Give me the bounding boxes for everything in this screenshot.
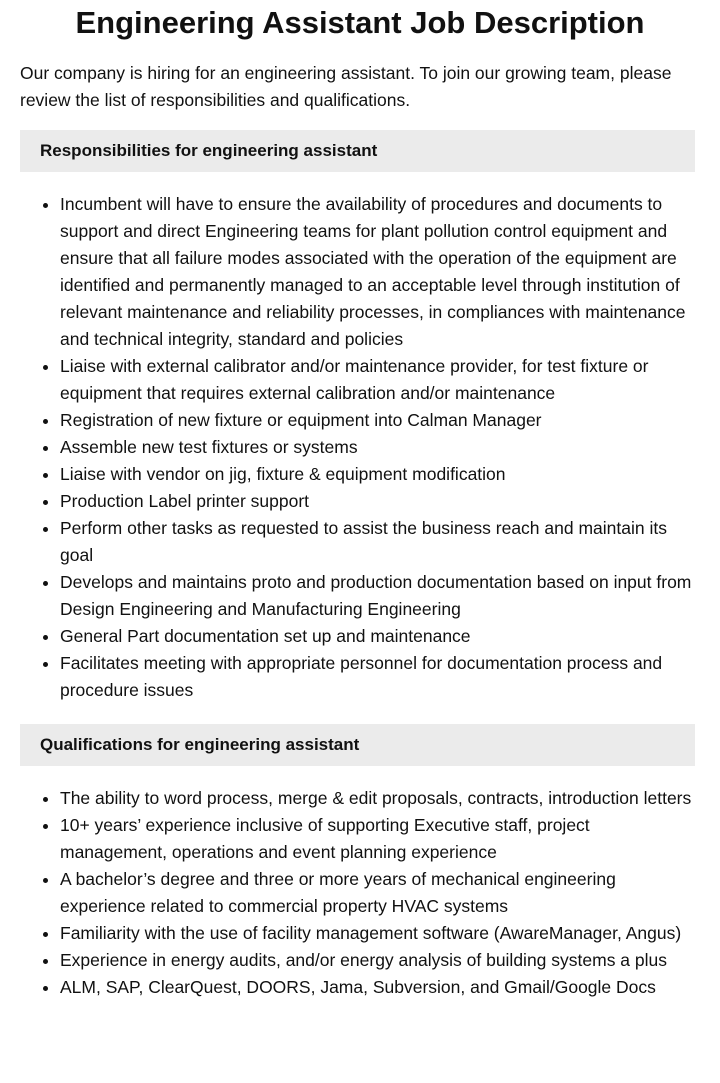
list-item: • General Part documentation set up and maintenance (60, 623, 695, 650)
list-item: • Experience in energy audits, and/or energy analysis of building systems a plus (60, 947, 695, 974)
list-item: • The ability to word process, merge & edit proposals, contracts, introduction letters (60, 785, 695, 812)
list-item: • 10+ years’ experience inclusive of supporting Executive staff, project management, operations and event planning experience (60, 812, 695, 866)
list-item: • Develops and maintains proto and production documentation based on input from Design Engineering and Manufacturing Engineering (60, 569, 695, 623)
intro-text: Our company is hiring for an engineering assistant. To join our growing team, please review the list of responsibilities and qualifications. (20, 63, 672, 110)
qualifications-heading: Qualifications for engineering assistant (20, 724, 695, 766)
responsibilities-list (20, 191, 695, 704)
list-item: • Liaise with external calibrator and/or maintenance provider, for test fixture or equipment that requires external calibration and/or maintenance (60, 353, 695, 407)
list-item: • Production Label printer support (60, 488, 695, 515)
list-item: • Assemble new test fixtures or systems (60, 434, 695, 461)
responsibilities-heading: Responsibilities for engineering assistant (20, 130, 695, 172)
list-item: • Perform other tasks as requested to assist the business reach and maintain its goal (60, 515, 695, 569)
list-item: • Facilitates meeting with appropriate personnel for documentation process and procedure issues (60, 650, 695, 704)
list-item: • Familiarity with the use of facility management software (AwareManager, Angus) (60, 920, 695, 947)
list-item: • Liaise with vendor on jig, fixture & equipment modification (60, 461, 695, 488)
page-title: Engineering Assistant Job Description (75, 5, 645, 40)
list-item: • A bachelor’s degree and three or more years of mechanical engineering experience related to commercial property HVAC systems (60, 866, 695, 920)
list-item: • Incumbent will have to ensure the availability of procedures and documents to support and direct Engineering teams for plant pollution control equipment and ensure that all failure modes associated with the operation of the equipment are identified and permanently managed to an acceptable level through institution of relevant maintenance and reliability processes, in compliances with maintenance and technical integrity, standard and policies (60, 191, 695, 353)
list-item: • Registration of new fixture or equipment into Calman Manager (60, 407, 695, 434)
list-item: • ALM, SAP, ClearQuest, DOORS, Jama, Subversion, and Gmail/Google Docs (60, 974, 695, 1001)
qualifications-list (20, 785, 695, 1001)
